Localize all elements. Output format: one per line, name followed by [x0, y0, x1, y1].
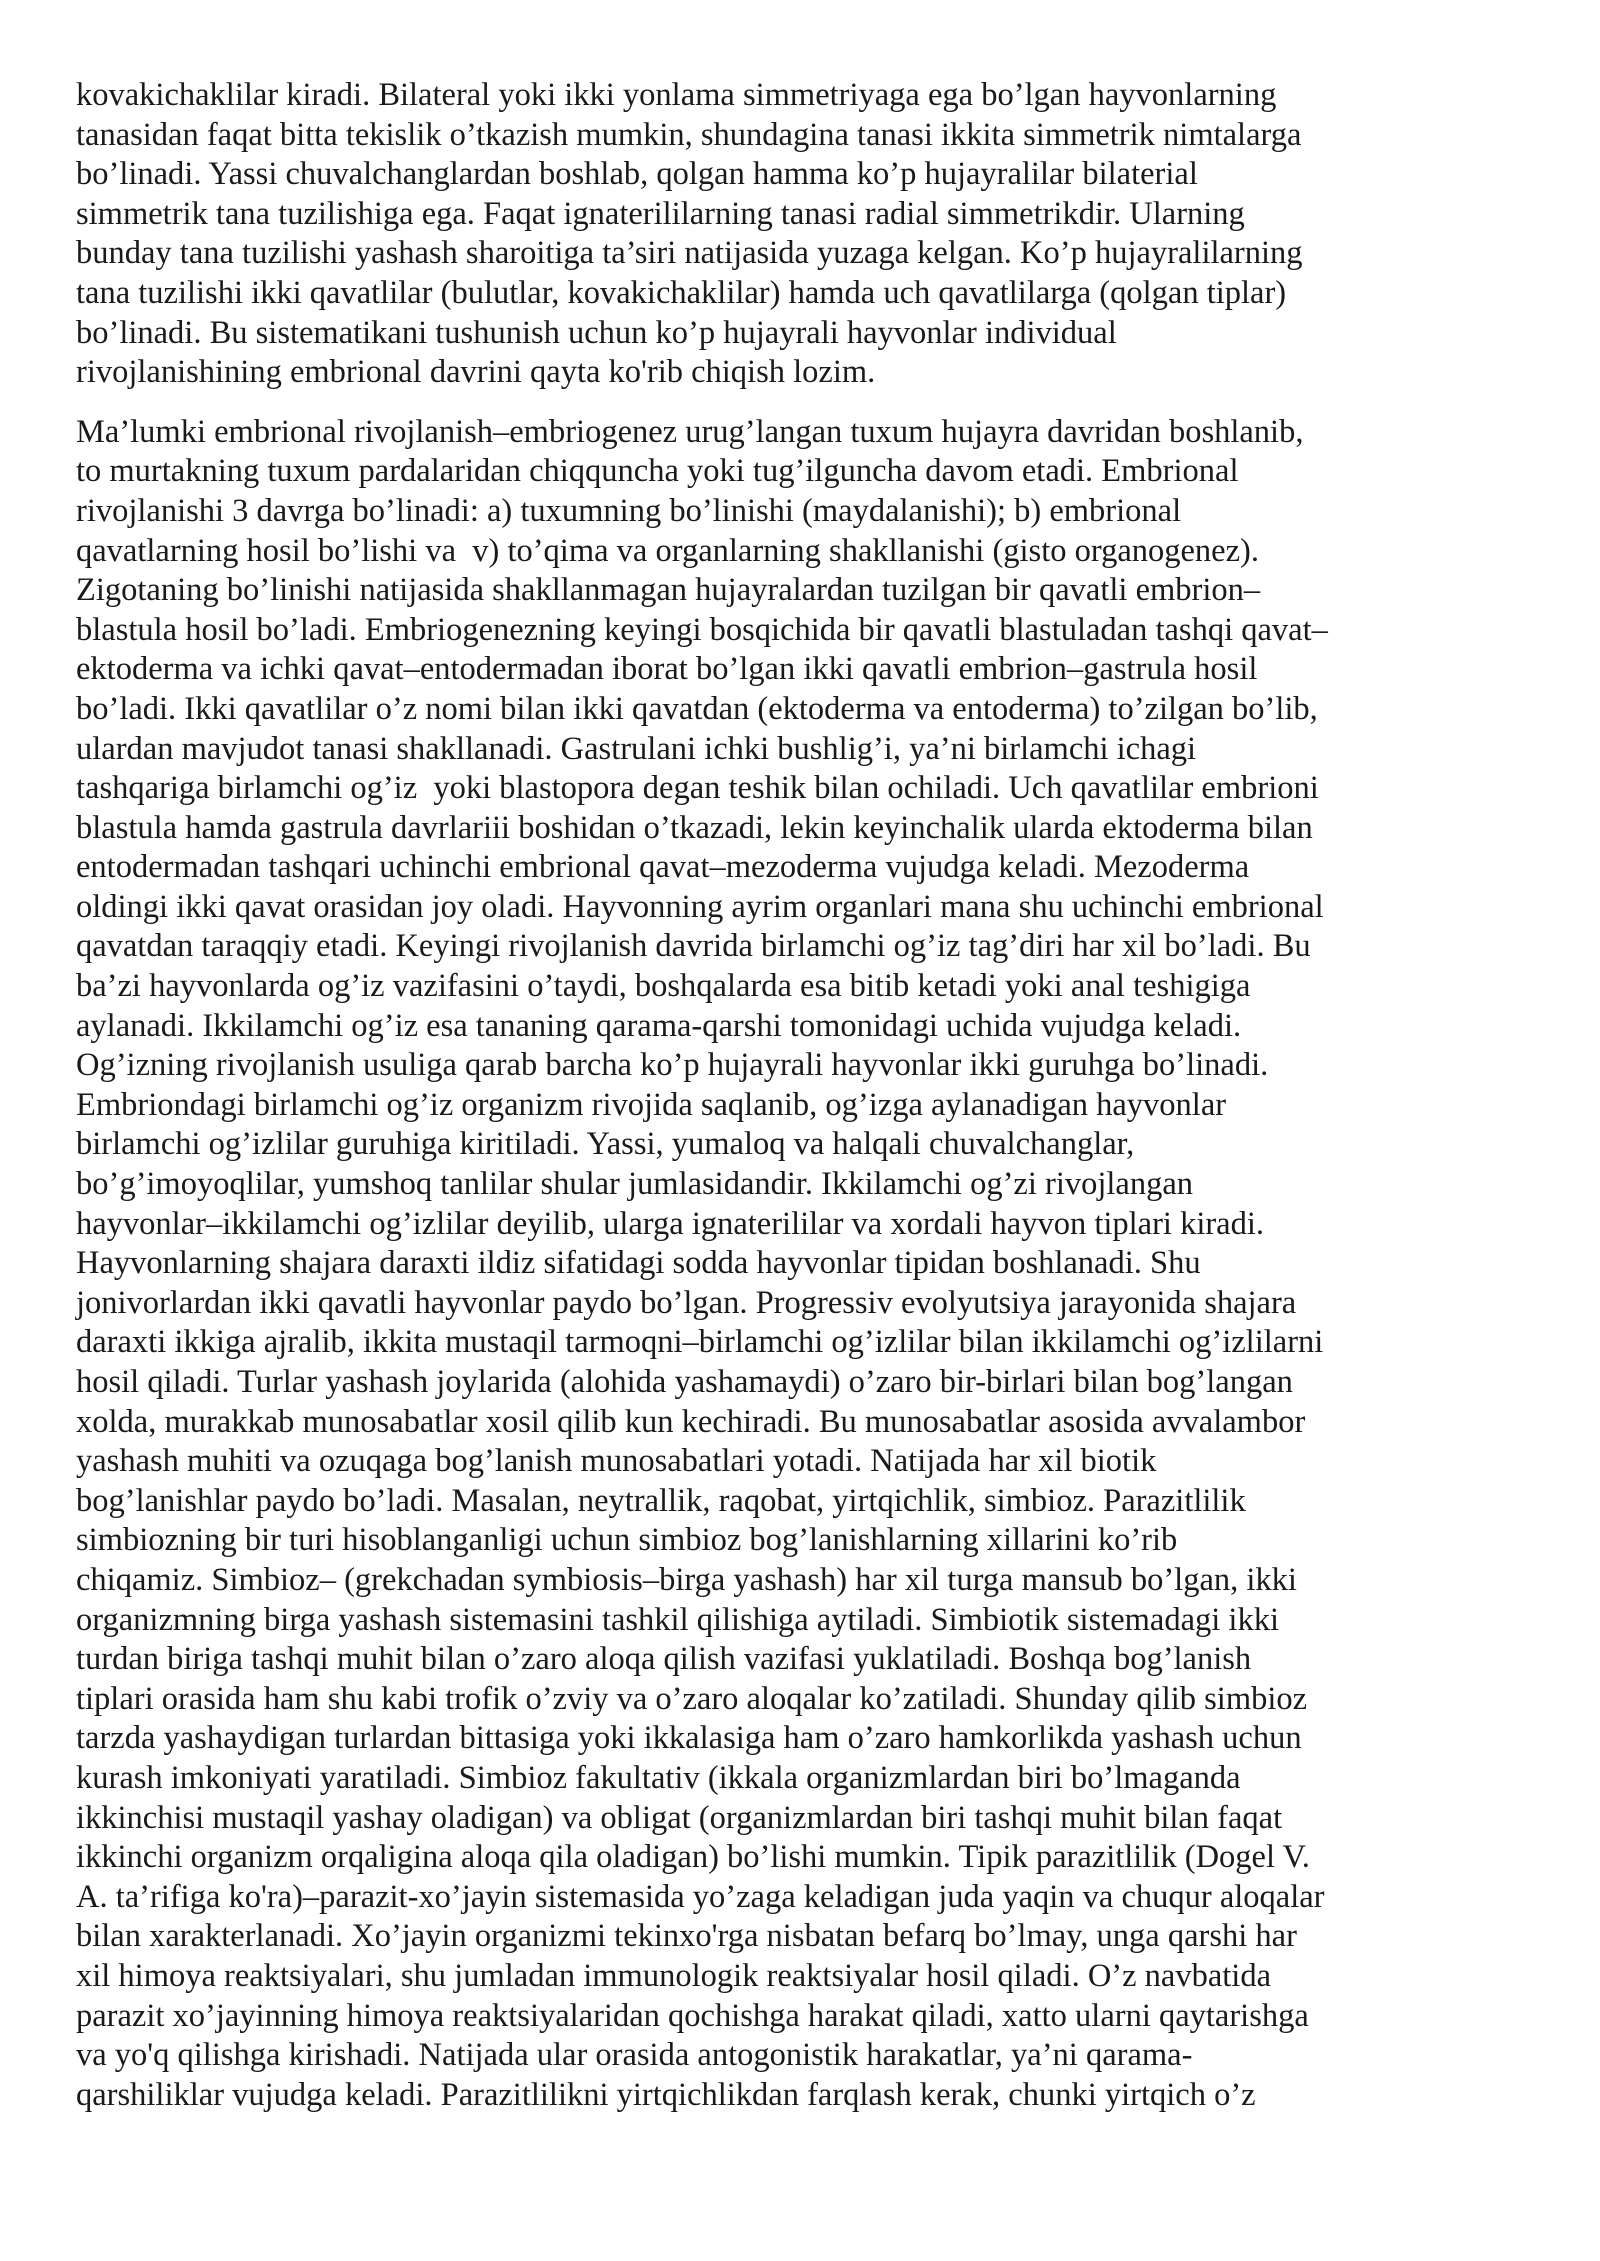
text-line: blastula hosil bo’ladi. Embriogenezning keyingi bosqichida bir qavatli blastuladan tashqi qavat– [76, 611, 1328, 648]
text-line: entodermadan tashqari uchinchi embrional qavat–mezoderma vujudga keladi. Mezoderma [76, 849, 1250, 886]
text-line: tarzda yashaydigan turlardan bittasiga yoki ikkalasiga ham o’zaro hamkorlikda yashash uchun [76, 1720, 1302, 1757]
text-line: tashqariga birlamchi og’iz yoki blastopora degan teshik bilan ochiladi. Uch qavatlilar embrioni [76, 770, 1319, 807]
text-line: ikkinchisi mustaqil yashay oladigan) va obligat (organizmlardan biri tashqi muhit bilan faqat [76, 1799, 1283, 1836]
text-line: Embriondagi birlamchi og’iz organizm rivojida saqlanib, og’izga aylanadigan hayvonlar [76, 1086, 1227, 1123]
text-line: aylanadi. Ikkilamchi og’iz esa tananing qarama-qarshi tomonidagi uchida vujudga keladi. [76, 1007, 1242, 1044]
text-line: bog’lanishlar paydo bo’ladi. Masalan, neytrallik, raqobat, yirtqichlik, simbioz. Parazitlilik [76, 1482, 1246, 1519]
text-line: bo’g’imoyoqlilar, yumshoq tanlilar shular jumlasidandir. Ikkilamchi og’zi rivojlangan [76, 1166, 1194, 1203]
text-line: tanasidan faqat bitta tekislik o’tkazish mumkin, shundagina tanasi ikkita simmetrik nimtalarga [76, 116, 1302, 153]
paragraph [76, 76, 1556, 393]
text-line: Hayvonlarning shajara daraxti ildiz sifatidagi sodda hayvonlar tipidan boshlanadi. Shu [76, 1245, 1201, 1282]
text-line: tiplari orasida ham shu kabi trofik o’zviy va o’zaro aloqalar ko’zatiladi. Shunday qilib simbioz [76, 1680, 1308, 1717]
text-line: qarshiliklar vujudga keladi. Parazitlilikni yirtqichlikdan farqlash kerak, chunki yirtqich o’z [76, 2076, 1256, 2113]
text-line: qavatlarning hosil bo’lishi va v) to’qima va organlarning shakllanishi (gisto organogenez). [76, 532, 1259, 569]
document-page [76, 76, 1556, 2115]
text-line: rivojlanishi 3 davrga bo’linadi: a) tuxumning bo’linishi (maydalanishi); b) embrional [76, 492, 1182, 529]
text-line: yashash muhiti va ozuqaga bog’lanish munosabatlari yotadi. Natijada har xil biotik [76, 1443, 1157, 1480]
text-line: bilan xarakterlanadi. Xo’jayin organizmi tekinxo'rga nisbatan befarq bo’lmay, unga qarshi har [76, 1918, 1297, 1955]
text-line: kovakichaklilar kiradi. Bilateral yoki ikki yonlama simmetriyaga ega bo’lgan hayvonlarning [76, 77, 1277, 113]
text-line: bo’linadi. Yassi chuvalchanglardan boshlab, qolgan hamma ko’p hujayralilar bilaterial [76, 156, 1198, 193]
text-line: birlamchi og’izlilar guruhiga kiritiladi. Yassi, yumaloq va halqali chuvalchanglar, [76, 1126, 1135, 1163]
text-line: va yo'q qilishga kirishadi. Natijada ular orasida antogonistik harakatlar, ya’ni qarama- [76, 2037, 1193, 2074]
text-line: kurash imkoniyati yaratiladi. Simbioz fakultativ (ikkala organizmlardan biri bo’lmaganda [76, 1759, 1241, 1796]
text-line: qavatdan taraqqiy etadi. Keyingi rivojlanish davrida birlamchi og’iz tag’diri har xil bo’ladi. Bu [76, 928, 1311, 965]
text-line: parazit xo’jayinning himoya reaktsiyalaridan qochishga harakat qiladi, xatto ularni qaytarishga [76, 1997, 1309, 2034]
text-line: chiqamiz. Simbioz– (grekchadan symbiosis–birga yashash) har xil turga mansub bo’lgan, ikki [76, 1561, 1297, 1598]
text-line: organizmning birga yashash sistemasini tashkil qilishiga aytiladi. Simbiotik sistemadagi ikki [76, 1601, 1279, 1638]
text-line: rivojlanishining embrional davrini qayta ko'rib chiqish lozim. [76, 354, 876, 391]
text-line: to murtakning tuxum pardalaridan chiqquncha yoki tug’ilguncha davom etadi. Embrional [76, 453, 1239, 490]
text-line: bo’linadi. Bu sistematikani tushunish uchun ko’p hujayrali hayvonlar individual [76, 314, 1117, 351]
text-line: oldingi ikki qavat orasidan joy oladi. Hayvonning ayrim organlari mana shu uchinchi embrional [76, 888, 1324, 925]
text-line: Ma’lumki embrional rivojlanish–embriogenez urug’langan tuxum hujayra davridan boshlanib, [76, 413, 1304, 450]
text-line: turdan biriga tashqi muhit bilan o’zaro aloqa qilish vazifasi yuklatiladi. Boshqa bog’lanish [76, 1641, 1252, 1678]
text-line: Og’izning rivojlanish usuliga qarab barcha ko’p hujayrali hayvonlar ikki guruhga bo’linadi. [76, 1047, 1269, 1084]
text-line: hosil qiladi. Turlar yashash joylarida (alohida yashamaydi) o’zaro bir-birlari bilan bog’langan [76, 1364, 1293, 1400]
text-line: tana tuzilishi ikki qavatlilar (bulutlar, kovakichaklilar) hamda uch qavatlilarga (qolgan tiplar) [76, 274, 1287, 311]
text-line: hayvonlar–ikkilamchi og’izlilar deyilib, ularga ignaterililar va xordali hayvon tiplari kiradi. [76, 1205, 1264, 1242]
text-line: blastula hamda gastrula davrlariii boshidan o’tkazadi, lekin keyinchalik ularda ektoderma bilan [76, 809, 1313, 846]
text-line: xolda, murakkab munosabatlar xosil qilib kun kechiradi. Bu munosabatlar asosida avvalambor [76, 1403, 1306, 1440]
paragraph [76, 413, 1556, 2116]
text-line: simbiozning bir turi hisoblanganligi uchun simbioz bog’lanishlarning xillarini ko’rib [76, 1522, 1178, 1559]
text-line: ektoderma va ichki qavat–entodermadan iborat bo’lgan ikki qavatli embrion–gastrula hosil [76, 651, 1258, 688]
text-line: xil himoya reaktsiyalari, shu jumladan immunologik reaktsiyalar hosil qiladi. O’z navbatida [76, 1957, 1271, 1994]
text-line: bo’ladi. Ikki qavatlilar o’z nomi bilan ikki qavatdan (ektoderma va entoderma) to’zilgan bo’lib, [76, 690, 1318, 727]
text-line: daraxti ikkiga ajralib, ikkita mustaqil tarmoqni–birlamchi og’izlilar bilan ikkilamchi og’izlilarni [76, 1324, 1324, 1361]
text-line: A. ta’rifiga ko'ra)–parazit-xo’jayin sistemasida yo’zaga keladigan juda yaqin va chuqur aloqalar [76, 1878, 1325, 1915]
text-line: simmetrik tana tuzilishiga ega. Faqat ignaterililarning tanasi radial simmetrikdir. Ularning [76, 195, 1245, 232]
text-line: ulardan mavjudot tanasi shakllanadi. Gastrulani ichki bushlig’i, ya’ni birlamchi ichagi [76, 730, 1197, 767]
text-line: bunday tana tuzilishi yashash sharoitiga ta’siri natijasida yuzaga kelgan. Ko’p hujayralilarning [76, 235, 1303, 272]
text-line: jonivorlardan ikki qavatli hayvonlar paydo bo’lgan. Progressiv evolyutsiya jarayonida shajara [76, 1284, 1297, 1321]
text-line: Zigotaning bo’linishi natijasida shakllanmagan hujayralardan tuzilgan bir qavatli embrion– [76, 572, 1261, 609]
text-line: ikkinchi organizm orqaligina aloqa qila oladigan) bo’lishi mumkin. Tipik parazitlilik (Dogel V. [76, 1839, 1310, 1876]
text-line: ba’zi hayvonlarda og’iz vazifasini o’taydi, boshqalarda esa bitib ketadi yoki anal teshigiga [76, 968, 1251, 1005]
